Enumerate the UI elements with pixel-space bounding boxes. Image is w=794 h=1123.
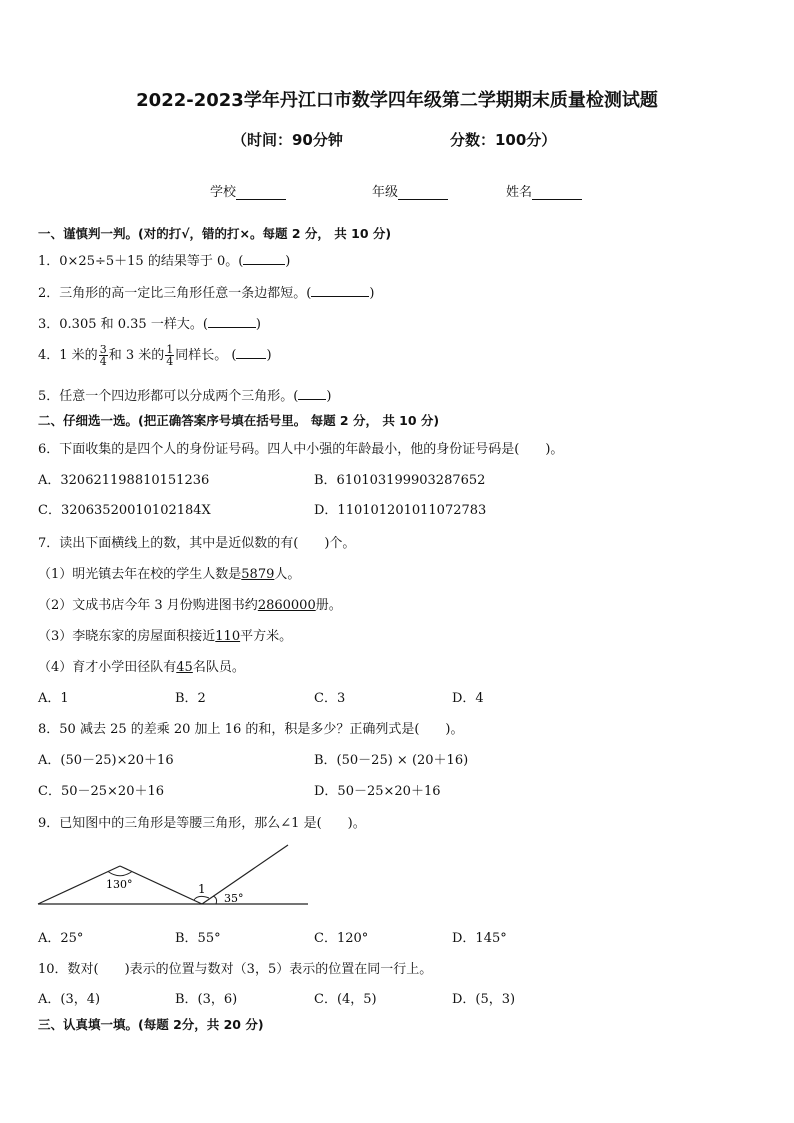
- paren-close: ): [285, 254, 291, 269]
- paren-close: ): [369, 286, 375, 301]
- question-4-text-pre: 4．1 米的: [38, 348, 98, 363]
- question-4: [38, 344, 272, 367]
- question-7-item-1: [38, 563, 300, 582]
- question-9-text: 9．已知图中的三角形是等腰三角形，那么∠1 是( )。: [38, 816, 366, 831]
- item-text: 册。: [315, 598, 342, 613]
- question-10-option-b[interactable]: B．(3，6): [175, 992, 238, 1007]
- question-6-option-b[interactable]: B．610103199903287652: [314, 473, 486, 488]
- question-3-text: 3．0.305 和 0.35 一样大。(: [38, 317, 208, 332]
- school-blank[interactable]: [236, 185, 286, 200]
- item-text: 平方米。: [240, 629, 293, 644]
- exam-score: 分数：100分）: [450, 131, 557, 149]
- question-6-option-c[interactable]: C．32063520010102184X: [38, 503, 211, 518]
- angle-arc-top: [108, 872, 132, 876]
- paren-close: ): [266, 348, 272, 363]
- question-10-option-d[interactable]: D．(5，3): [452, 992, 516, 1007]
- question-4-text-post: 同样长。 (: [175, 348, 237, 363]
- angle-label-35: 35°: [224, 892, 244, 905]
- angle-label-130: 130°: [106, 878, 133, 891]
- school-field[interactable]: [210, 181, 286, 200]
- question-8-option-a[interactable]: A．(50－25)×20＋16: [38, 753, 174, 768]
- underlined-number: 110: [215, 629, 241, 644]
- question-10-option-c[interactable]: C．(4，5): [314, 992, 377, 1007]
- name-field[interactable]: [506, 181, 582, 200]
- section-3-heading: 三、认真填一填。(每题 2分，共 20 分): [38, 1017, 264, 1032]
- question-1: [38, 250, 290, 269]
- item-text: （4）育才小学田径队有: [38, 660, 177, 675]
- fraction-denominator: 4: [99, 355, 107, 368]
- question-2-text: 2．三角形的高一定比三角形任意一条边都短。(: [38, 286, 312, 301]
- angle-arc-right: [213, 896, 217, 904]
- question-8-option-c[interactable]: C．50－25×20＋16: [38, 784, 165, 799]
- question-10-text: 10．数对( )表示的位置与数对（3，5）表示的位置在同一行上。: [38, 962, 433, 977]
- item-text: 名队员。: [192, 660, 245, 675]
- underlined-number: 5879: [241, 567, 275, 582]
- question-9-option-c[interactable]: C．120°: [314, 931, 369, 946]
- question-7-option-a[interactable]: A．1: [38, 691, 69, 706]
- underlined-number: 2860000: [257, 598, 316, 613]
- grade-field[interactable]: [372, 181, 448, 200]
- question-5-text: 5．任意一个四边形都可以分成两个三角形。(: [38, 389, 299, 404]
- question-4-text-mid: 和 3 米的: [108, 348, 165, 363]
- question-2: [38, 282, 374, 301]
- question-8-text: 8．50 减去 25 的差乘 20 加上 16 的和，积是多少？正确列式是( )。: [38, 722, 464, 737]
- question-9-option-d[interactable]: D．145°: [452, 931, 507, 946]
- exam-time: （时间：90分钟: [232, 131, 343, 149]
- item-text: 人。: [274, 567, 301, 582]
- answer-blank-4[interactable]: [236, 345, 266, 359]
- isosceles-triangle-figure: [36, 842, 311, 912]
- question-6-option-a[interactable]: A．320621198810151236: [38, 473, 210, 488]
- question-7-item-2: [38, 594, 342, 613]
- fraction-denominator: 4: [166, 355, 174, 368]
- question-6-text: 6．下面收集的是四个人的身份证号码。四人中小强的年龄最小，他的身份证号码是( )。: [38, 442, 564, 457]
- question-7-option-b[interactable]: B．2: [175, 691, 206, 706]
- angle-label-1: 1: [198, 882, 206, 896]
- item-text: （3）李晓东家的房屋面积接近: [38, 629, 216, 644]
- question-7-option-c[interactable]: C．3: [314, 691, 346, 706]
- question-7-item-3: [38, 625, 292, 644]
- fraction-three-quarters: [99, 344, 108, 367]
- answer-blank-1[interactable]: [243, 251, 285, 265]
- question-9-option-b[interactable]: B．55°: [175, 931, 221, 946]
- question-8-option-d[interactable]: D．50－25×20＋16: [314, 784, 441, 799]
- question-10-option-a[interactable]: A．(3，4): [38, 992, 101, 1007]
- question-1-text: 1．0×25÷5＋15 的结果等于 0。(: [38, 254, 244, 269]
- exam-info: [0, 129, 794, 151]
- question-9-option-a[interactable]: A．25°: [38, 931, 84, 946]
- student-info-fields: [0, 181, 794, 201]
- page-title: 2022-2023学年丹江口市数学四年级第二学期期末质量检测试题: [136, 90, 658, 111]
- answer-blank-2[interactable]: [311, 283, 369, 297]
- paren-close: ): [255, 317, 261, 332]
- question-8-option-b[interactable]: B．(50－25) × (20＋16): [314, 753, 469, 768]
- grade-blank[interactable]: [398, 185, 448, 200]
- answer-blank-5[interactable]: [298, 386, 326, 400]
- name-label: 姓名: [506, 185, 533, 200]
- item-text: （2）文成书店今年 3 月份购进图书约: [38, 598, 258, 613]
- section-2-heading: 二、仔细选一选。(把正确答案序号填在括号里。 每题 2 分， 共 10 分): [38, 413, 440, 428]
- angle-arc-1: [194, 896, 209, 900]
- fraction-numerator: 1: [166, 343, 174, 356]
- question-7-text: 7．读出下面横线上的数，其中是近似数的有( )个。: [38, 536, 356, 551]
- underlined-number: 45: [176, 660, 193, 675]
- question-7-item-4: [38, 656, 245, 675]
- name-blank[interactable]: [532, 185, 582, 200]
- section-1-heading: 一、谨慎判一判。(对的打√，错的打×。每题 2 分， 共 10 分): [38, 226, 392, 241]
- question-6-option-d[interactable]: D．110101201011072783: [314, 503, 487, 518]
- school-label: 学校: [210, 185, 237, 200]
- question-5: [38, 385, 331, 404]
- question-3: [38, 313, 261, 332]
- ray-line: [202, 845, 288, 904]
- question-7-option-d[interactable]: D．4: [452, 691, 484, 706]
- paren-close: ): [326, 389, 332, 404]
- item-text: （1）明光镇去年在校的学生人数是: [38, 567, 242, 582]
- fraction-one-quarter: [165, 344, 174, 367]
- answer-blank-3[interactable]: [208, 314, 256, 328]
- fraction-numerator: 3: [99, 343, 107, 356]
- grade-label: 年级: [372, 185, 399, 200]
